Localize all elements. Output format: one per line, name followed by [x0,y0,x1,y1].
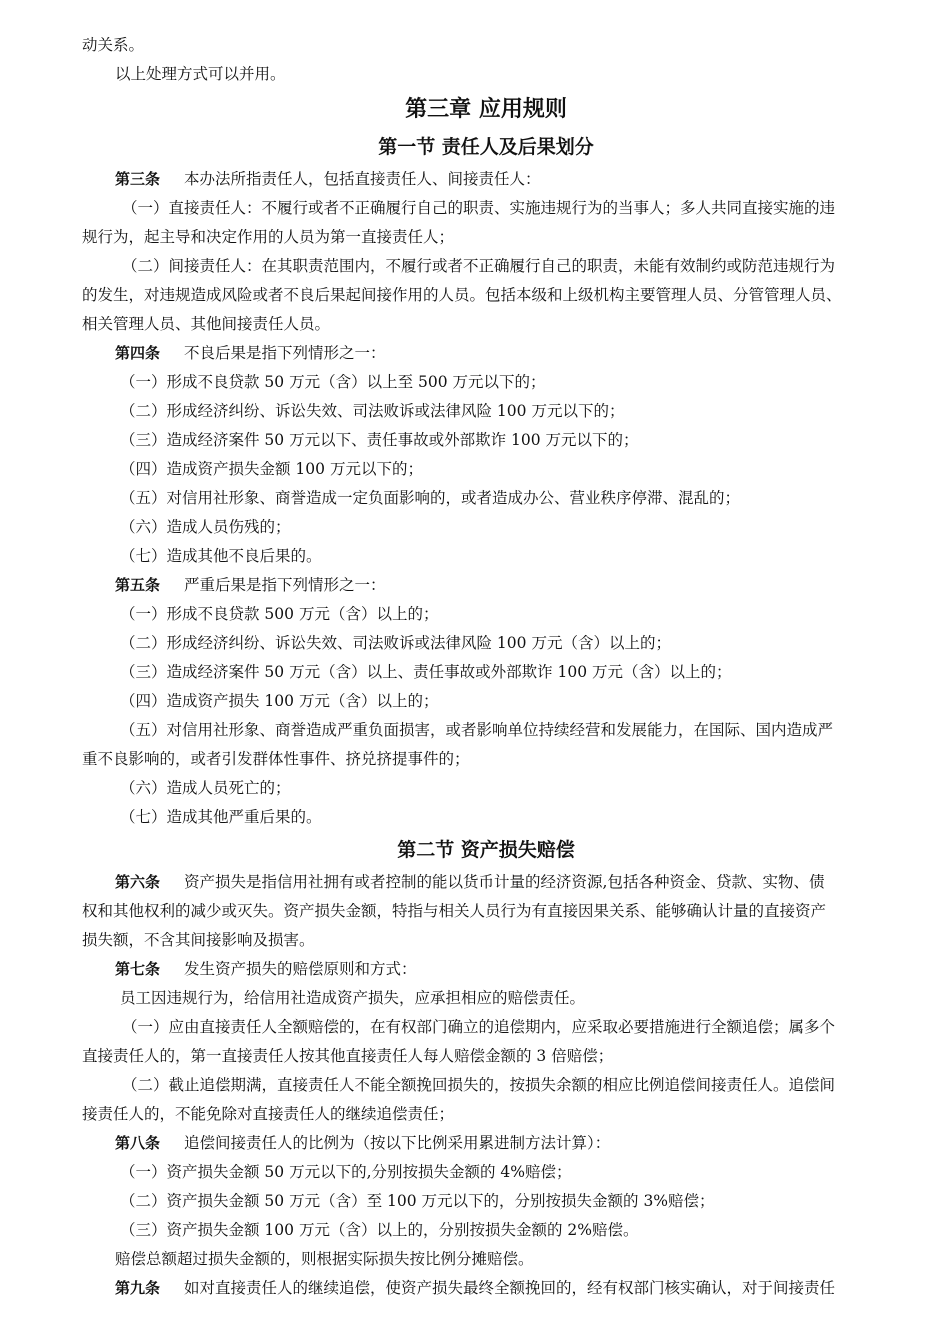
list-item: （六）造成人员伤残的； [120,518,291,536]
paragraph-line: 赔偿总额超过损失金额的，则根据实际损失按比例分摊赔偿。 [115,1250,534,1268]
article-label: 第三条 [115,170,161,188]
list-item: （一）形成不良贷款 500 万元（含）以上的； [120,605,439,623]
list-item: （一）资产损失金额 50 万元以下的,分别按损失金额的 4%赔偿； [120,1163,572,1181]
paragraph-line: 权和其他权利的减少或灭失。资产损失金额，特指与相关人员行为有直接因果关系、能够确认计量的直接资产 [82,902,827,920]
article-text: 严重后果是指下列情形之一： [184,576,386,594]
chapter-title: 第三章 应用规则 [405,97,567,122]
article-label: 第八条 [115,1134,161,1152]
paragraph-line: 接责任人的，不能免除对直接责任人的继续追偿责任； [82,1105,455,1123]
list-item: （七）造成其他不良后果的。 [120,547,322,565]
article-3 [82,165,890,194]
article-7 [82,955,890,984]
list-item: （五）对信用社形象、商誉造成严重负面损害，或者影响单位持续经营和发展能力，在国际、国内造成严 [120,721,834,739]
paragraph-line: 的发生，对违规造成风险或者不良后果起间接作用的人员。包括本级和上级机构主要管理人员、分管管理人员、 [82,286,842,304]
article-text: 不良后果是指下列情形之一： [184,344,386,362]
list-item: （七）造成其他严重后果的。 [120,808,322,826]
article-6 [82,868,890,897]
paragraph-line: 损失额，不含其间接影响及损害。 [82,931,315,949]
list-item: （四）造成资产损失 100 万元（含）以上的； [120,692,439,710]
paragraph-line: （一）直接责任人：不履行或者不正确履行自己的职责、实施违规行为的当事人；多人共同直接实施的违 [122,199,836,217]
article-text: 发生资产损失的赔偿原则和方式： [184,960,417,978]
paragraph-line: （二）截止追偿期满，直接责任人不能全额挽回损失的，按损失余额的相应比例追偿间接责任人。追偿间 [122,1076,836,1094]
list-item: （四）造成资产损失金额 100 万元以下的； [120,460,423,478]
list-item: （三）造成经济案件 50 万元（含）以上、责任事故或外部欺诈 100 万元（含）以上的； [120,663,732,681]
list-item: （五）对信用社形象、商誉造成一定负面影响的，或者造成办公、营业秩序停滞、混乱的； [120,489,741,507]
paragraph-line: （一）应由直接责任人全额赔偿的，在有权部门确立的追偿期内，应采取必要措施进行全额追偿；属多个 [122,1018,836,1036]
paragraph-line: 以上处理方式可以并用。 [115,65,286,83]
paragraph-line: 相关管理人员、其他间接责任人员。 [82,315,331,333]
article-text: 如对直接责任人的继续追偿，使资产损失最终全额挽回的，经有权部门核实确认，对于间接责任 [184,1279,836,1297]
article-label: 第四条 [115,344,161,362]
list-item: （二）形成经济纠纷、诉讼失效、司法败诉或法律风险 100 万元（含）以上的； [120,634,671,652]
paragraph-line: 直接责任人的，第一直接责任人按其他直接责任人每人赔偿金额的 3 倍赔偿； [82,1047,614,1065]
list-item: （二）形成经济纠纷、诉讼失效、司法败诉或法律风险 100 万元以下的； [120,402,625,420]
paragraph-line: 重不良影响的，或者引发群体性事件、挤兑挤提事件的； [82,750,470,768]
article-label: 第六条 [115,873,161,891]
section-title: 第二节 资产损失赔偿 [397,839,575,861]
article-5 [82,571,890,600]
list-item: （三）造成经济案件 50 万元以下、责任事故或外部欺诈 100 万元以下的； [120,431,639,449]
article-8 [82,1129,890,1158]
section-title: 第一节 责任人及后果划分 [378,136,594,158]
article-4 [82,339,890,368]
article-label: 第五条 [115,576,161,594]
list-item: （一）形成不良贷款 50 万元（含）以上至 500 万元以下的； [120,373,546,391]
list-item: （三）资产损失金额 100 万元（含）以上的，分别按损失金额的 2%赔偿。 [120,1221,639,1239]
article-text: 本办法所指责任人，包括直接责任人、间接责任人： [184,170,541,188]
list-item: （六）造成人员死亡的； [120,779,291,797]
article-text: 资产损失是指信用社拥有或者控制的能以货币计量的经济资源,包括各种资金、贷款、实物、债 [184,873,825,891]
list-item: （二）资产损失金额 50 万元（含）至 100 万元以下的，分别按损失金额的 3%赔偿； [120,1192,715,1210]
paragraph-line: 员工因违规行为，给信用社造成资产损失，应承担相应的赔偿责任。 [120,989,586,1007]
article-text: 追偿间接责任人的比例为（按以下比例采用累进制方法计算）： [184,1134,611,1152]
paragraph-line: （二）间接责任人：在其职责范围内，不履行或者不正确履行自己的职责，未能有效制约或防范违规行为 [122,257,836,275]
paragraph-line: 规行为，起主导和决定作用的人员为第一直接责任人； [82,228,455,246]
article-label: 第九条 [115,1279,161,1297]
article-label: 第七条 [115,960,161,978]
article-9 [82,1274,890,1303]
paragraph-line: 动关系。 [82,36,145,54]
